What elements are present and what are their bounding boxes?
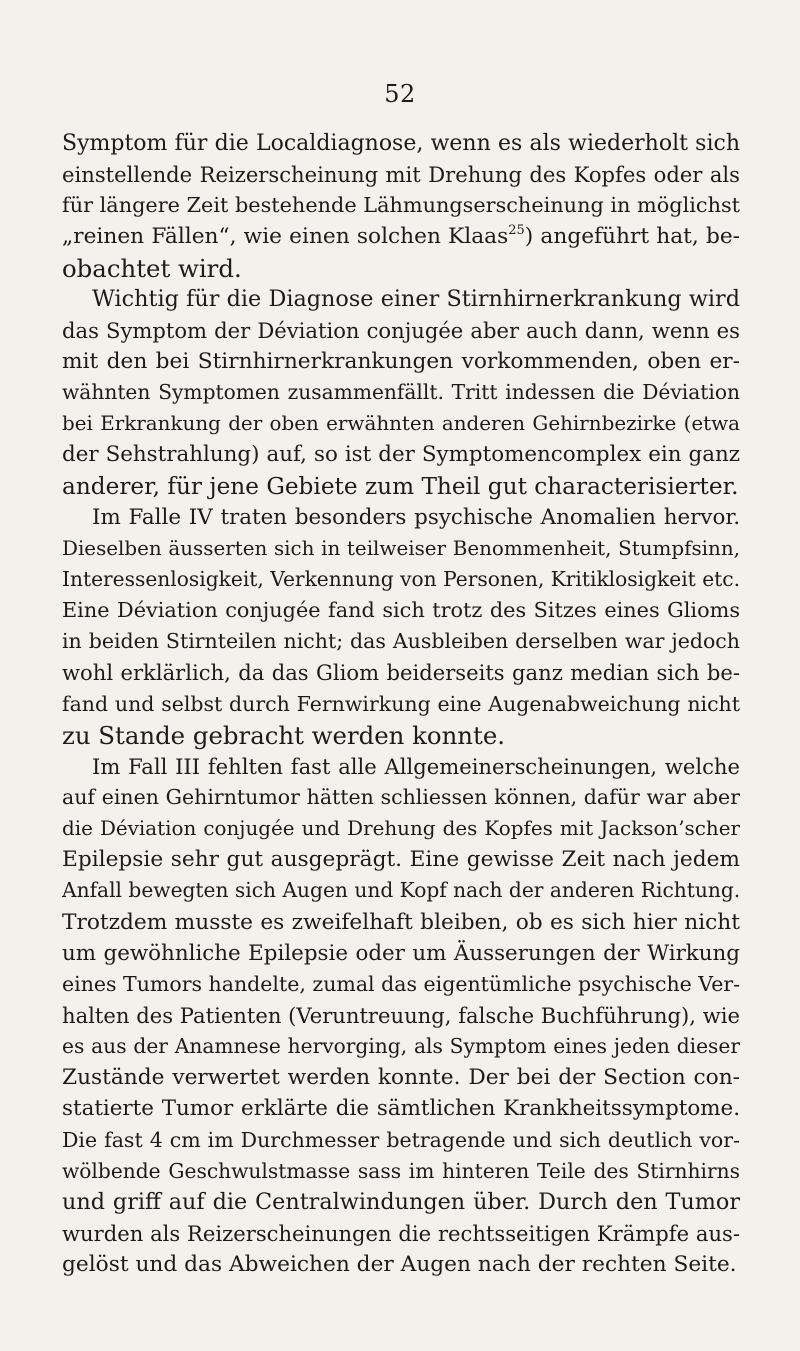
text-line: zu Stande gebracht werden konnte. [62, 720, 506, 750]
text-line: fand und selbst durch Fernwirkung eine Augenabweichung nicht [62, 691, 740, 716]
text-line: wurden als Reizerscheinungen die rechtsseitigen Krämpfe aus- [62, 1220, 740, 1246]
text-line: mit den bei Stirnhirnerkrankungen vorkommenden, oben er- [62, 348, 740, 374]
text-line: die Déviation conjugée und Drehung des Kopfes mit Jackson’scher [62, 817, 740, 841]
text-line: halten des Patienten (Veruntreuung, falsche Buchführung), wie [62, 1002, 740, 1028]
text-line: Im Fall III fehlten fast alle Allgemeinerscheinungen, welche [92, 753, 740, 779]
text-line: „reinen Fällen“, wie einen solchen Klaas$^{25}$) angeführt hat, be- [62, 223, 740, 250]
text-line: und griff auf die Centralwindungen über. Durch den Tumor [62, 1188, 740, 1215]
footnote-reference: 25 [508, 223, 525, 239]
text-line: es aus der Anamnese hervorging, als Symptom eines jeden dieser [62, 1034, 740, 1059]
text-line: Symptom für die Localdiagnose, wenn es als wiederholt sich [62, 131, 740, 156]
text-line: Anfall bewegten sich Augen und Kopf nach der anderen Richtung. [62, 878, 741, 903]
text-line: Dieselben äusserten sich in teilweiser Benommenheit, Stumpfsinn, [62, 536, 740, 560]
text-line: Zustände verwertet werden konnte. Der bei der Section con- [62, 1065, 740, 1091]
text-line: wähnten Symptomen zusammenfällt. Tritt indessen die Déviation [62, 380, 740, 405]
text-line: wohl erklärlich, da das Gliom beiderseits ganz median sich be- [62, 660, 740, 686]
text-line: Interessenlosigkeit, Verkennung von Personen, Kritiklosigkeit etc. [62, 566, 740, 591]
text-line: gelöst und das Abweichen der Augen nach der rechten Seite. [62, 1252, 737, 1278]
text-line: Trotzdem musste es zweifelhaft bleiben, ob es sich hier nicht [62, 909, 740, 935]
text-line: Wichtig für die Diagnose einer Stirnhirnerkrankung wird [92, 285, 740, 312]
text-line: bei Erkrankung der oben erwähnten anderen Gehirnbezirke (etwa [62, 412, 740, 436]
text-line: Epilepsie sehr gut ausgeprägt. Eine gewisse Zeit nach jedem [62, 847, 740, 873]
text-line: Eine Déviation conjugée fand sich trotz des Sitzes eines Glioms [62, 598, 740, 623]
text-line: in beiden Stirnteilen nicht; das Ausbleiben derselben war jedoch [62, 629, 740, 654]
text-line: eines Tumors handelte, zumal das eigentümliche psychische Ver- [62, 971, 741, 996]
text-line: um gewöhnliche Epilepsie oder um Äusserungen der Wirkung [62, 940, 740, 966]
body-text [62, 128, 740, 1280]
text-line: für längere Zeit bestehende Lähmungserscheinung in möglichst [62, 193, 740, 218]
text-line: wölbende Geschwulstmasse sass im hinteren Teile des Stirnhirns [62, 1158, 740, 1183]
text-line: anderer, für jene Gebiete zum Theil gut characterisierter. [62, 472, 739, 500]
text-line: statierte Tumor erklärte die sämtlichen Krankheitssymptome. [62, 1096, 740, 1122]
text-line: Im Falle IV traten besonders psychische Anomalien hervor. [92, 504, 740, 530]
text-line: obachtet wird. [62, 253, 242, 283]
text-line: das Symptom der Déviation conjugée aber auch dann, wenn es [62, 317, 740, 343]
text-line: der Sehstrahlung) auf, so ist der Symptomencomplex ein ganz [62, 442, 740, 468]
text-line: auf einen Gehirntumor hätten schliessen können, dafür war aber [62, 784, 740, 809]
page-number: 52 [384, 80, 416, 108]
text-line: einstellende Reizerscheinung mit Drehung des Kopfes oder als [62, 162, 740, 188]
text-line: Die fast 4 cm im Durchmesser betragende und sich deutlich vor- [62, 1127, 740, 1152]
